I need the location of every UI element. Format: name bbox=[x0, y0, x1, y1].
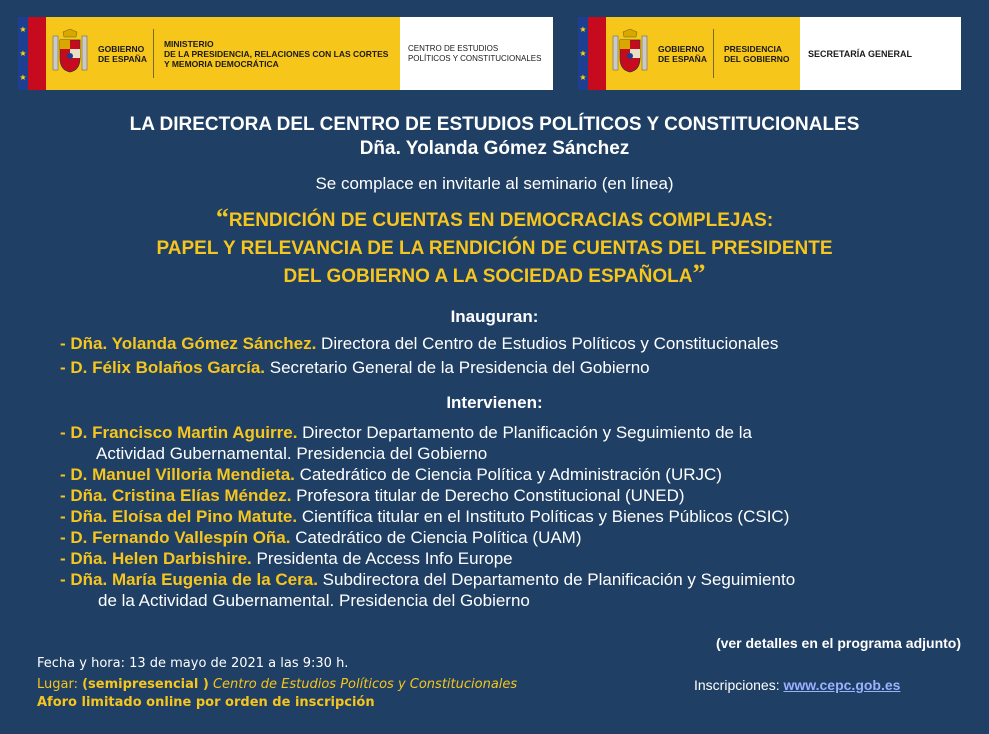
inauguran-heading: Inauguran: bbox=[450, 307, 539, 326]
logo-banner-cepc bbox=[18, 17, 553, 90]
coat-of-arms-icon bbox=[46, 17, 94, 90]
list-item: - D. Félix Bolaños García. Secretario General de la Presidencia del Gobierno bbox=[60, 358, 650, 377]
star-icon: ★ bbox=[19, 73, 27, 83]
seminar-title-line-2: PAPEL Y RELEVANCIA DE LA RENDICIÓN DE CUENTAS DEL PRESIDENTE bbox=[156, 238, 833, 259]
gobierno-label: GOBIERNO DE ESPAÑA bbox=[658, 43, 707, 64]
list-item: - Dña. Helen Darbishire. Presidenta de Access Info Europe bbox=[60, 549, 513, 568]
secretaria-label: SECRETARÍA GENERAL bbox=[800, 17, 961, 90]
intervienen-list bbox=[60, 422, 795, 611]
capacity-note: Aforo limitado online por orden de inscripción bbox=[37, 695, 375, 710]
list-item: - Dña. María Eugenia de la Cera. Subdirectora del Departamento de Planificación y Seguimiento bbox=[60, 570, 796, 589]
event-date: Fecha y hora: 13 de mayo de 2021 a las 9:30 h. bbox=[37, 656, 349, 671]
star-icon: ★ bbox=[579, 48, 587, 58]
seminar-title-line-1: “RENDICIÓN DE CUENTAS EN DEMOCRACIAS COMPLEJAS: bbox=[215, 203, 774, 232]
list-item: - D. Fernando Vallespín Oña. Catedrático de Ciencia Política (UAM) bbox=[60, 528, 582, 547]
header-director-name: Dña. Yolanda Gómez Sánchez bbox=[359, 138, 630, 159]
star-icon: ★ bbox=[579, 24, 587, 34]
eu-stars-band bbox=[18, 17, 28, 90]
star-icon: ★ bbox=[19, 48, 27, 58]
inauguran-list bbox=[60, 333, 778, 378]
coat-of-arms-icon bbox=[606, 17, 654, 90]
registration bbox=[694, 677, 900, 693]
list-item: - Dña. Eloísa del Pino Matute. Científica titular en el Instituto Políticas y Bienes Públicos (CSIC) bbox=[60, 507, 790, 526]
spain-flag-stripe bbox=[588, 17, 606, 90]
star-icon: ★ bbox=[19, 24, 27, 34]
spain-flag-stripe bbox=[28, 17, 46, 90]
list-item: - D. Manuel Villoria Mendieta. Catedrático de Ciencia Política y Administración (URJC) bbox=[60, 465, 722, 484]
ministerio-label: MINISTERIO DE LA PRESIDENCIA, RELACIONES CON LAS CORTES Y MEMORIA DEMOCRÁTICA bbox=[163, 38, 389, 69]
list-item: - Dña. Yolanda Gómez Sánchez. Directora del Centro de Estudios Políticos y Constitucionales bbox=[60, 334, 779, 353]
list-item-continuation: Actividad Gubernamental. Presidencia del Gobierno bbox=[96, 444, 488, 463]
star-icon: ★ bbox=[579, 73, 587, 83]
intervienen-heading: Intervienen: bbox=[446, 393, 543, 412]
centro-label: CENTRO DE ESTUDIOS POLÍTICOS Y CONSTITUCIONALES bbox=[400, 17, 553, 90]
list-item-continuation: de la Actividad Gubernamental. Presidencia del Gobierno bbox=[98, 591, 530, 610]
registration-link[interactable]: www.cepc.gob.es bbox=[783, 677, 901, 693]
list-item: - Dña. Cristina Elías Méndez. Profesora titular de Derecho Constitucional (UNED) bbox=[60, 486, 685, 505]
eu-stars-band bbox=[578, 17, 588, 90]
list-item: - D. Francisco Martin Aguirre. Director Departamento de Planificación y Seguimiento de la bbox=[60, 423, 752, 442]
presidencia-label: PRESIDENCIA DEL GOBIERNO bbox=[723, 43, 790, 64]
header-line-1: LA DIRECTORA DEL CENTRO DE ESTUDIOS POLÍTICOS Y CONSTITUCIONALES bbox=[129, 114, 860, 135]
invitation-text: Se complace en invitarle al seminario (en línea) bbox=[315, 174, 674, 193]
gobierno-label: GOBIERNO DE ESPAÑA bbox=[98, 43, 147, 64]
details-note: (ver detalles en el programa adjunto) bbox=[715, 635, 961, 651]
registration-label: Inscripciones: bbox=[694, 677, 784, 693]
event-place: Lugar: (semipresencial ) Centro de Estudios Políticos y Constitucionales bbox=[37, 677, 518, 692]
logo-banner-presidencia bbox=[578, 17, 961, 90]
seminar-title-line-3: DEL GOBIERNO A LA SOCIEDAD ESPAÑOLA” bbox=[283, 259, 706, 288]
